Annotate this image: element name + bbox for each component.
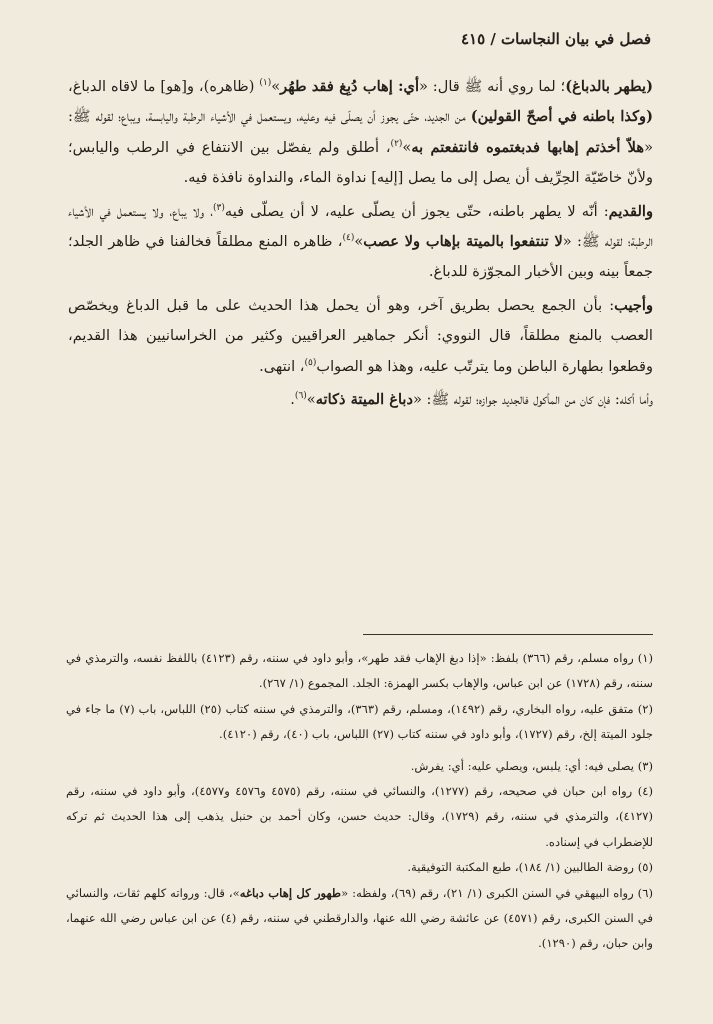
text: وأما أكله: فإن كان من المأكول فالجديد جوازه؛ لقوله ﷺ: «: [412, 391, 653, 409]
paragraph-1: [68, 72, 653, 194]
footnote-ref-5[interactable]: (٥): [304, 357, 317, 368]
main-text: [68, 72, 653, 415]
footnote-ref-4[interactable]: (٤): [342, 233, 355, 244]
running-header: فصل في بيان النجاسات / ٤١٥: [460, 30, 651, 48]
text: من الجديد، حتّى يجوز أن يصلّى فيه وعليه، ويستعمل في الأشياء الرطبة واليابسة، ويباع؛ لقوله ﷺ: «: [68, 108, 653, 156]
footnote-1: (١) رواه مسلم، رقم (٣٦٦) بلفظ: «إذا دبغ الإهاب فقد طهر»، وأبو داود في سننه، رقم (٤١٢٣) باللفظ نفسه، والترمذي في سننه، رقم (١٧٢٨) عن ابن عباس، والإهاب بكسر الهمزة: الجلد. المجموع (١/ ٢٦٧).: [66, 651, 653, 691]
footnote-4: (٤) رواه ابن حبان في صحيحه، رقم (١٢٧٧)، والنسائي في سننه، رقم (٤٥٧٥ و٤٥٧٦ و٤٥٧٧)، وأبو داود في سننه، رقم (٤١٢٧)، والترمذي في سننه، رقم (١٧٢٩)، وقال: حديث حسن، وكان أحمد بن حنبل يذهب إلى هذا الحديث ثم تركه للإضطراب في إسناده.: [66, 784, 653, 849]
footnote-2: (٢) متفق عليه، رواه البخاري، رقم (١٤٩٢)، ومسلم، رقم (٣٦٣)، والترمذي في سننه كتاب (٢٥) اللباس، باب (٧) ما جاء في جلود الميتة إلخ، رقم (١٧٢٧)، وأبو داود في سننه كتاب (٢٧) اللباس، باب (٤٠)، رقم (٤١٢٠).: [66, 701, 653, 742]
text: : بأن الجمع يحصل بطريق آخر، وهو أن يحمل هذا الحديث على ما قبل الدباغ ويخصّص العصب بالمنع مطلقاً، قال النووي: أنكر جماهير العراقيين وكثير من الخراسانيين هذا القديم، وقطعوا بطهارة الباطن وما يترتّب عليه، وهذا هو الصواب: [68, 296, 653, 375]
paragraph-3: [68, 291, 653, 382]
text: ، أطلق ولم يفصّل بين الانتفاع في الرطب واليابس؛ ولأنّ خاصّيّة الحِرِّيف أن يصل إلى ما يصل [إليه] نداوة الماء، والنداوة نافذة فيه.: [68, 138, 653, 187]
term-tatahhur: (يطهر بالدباغ): [565, 78, 653, 95]
footnote-divider: [363, 634, 653, 635]
text: »: [271, 78, 281, 95]
text: »، قال: ورواته كلهم ثقات، والنسائي في السنن الكبرى، رقم (٤٥٧١) عن عائشة رضي الله عنها، والدارقطني في سننه، رقم (٤) عن ابن عباس رضي الله عنهما، وابن حبان، رقم (١٢٩٠).: [66, 885, 654, 951]
text: (ظاهره)، و[هو] ما لاقاه الدباغ،: [68, 78, 260, 95]
text: »: [402, 138, 412, 156]
text: ، انتهى.: [259, 357, 305, 375]
paragraph-2: [68, 197, 653, 288]
text: ، ولا يباع، ولا يستعمل في الأشياء الرطبة؛ لقوله ﷺ: «: [68, 202, 653, 251]
hadith-quote: لا تنتفعوا بالميتة بإهاب ولا عصب: [363, 233, 563, 251]
paragraph-4: [68, 385, 653, 415]
hadith-quote: هلاّ أخذتم إهابها فدبغتموه فانتفعتم به: [411, 138, 645, 156]
footnote-6: [66, 881, 653, 957]
hadith-quote: دباغ الميتة ذكاته: [315, 391, 413, 409]
text: ، ظاهره المنع مطلقاً فخالفنا في ظاهر الجلد؛ جمعاً بينه وبين الأخبار المجوّزة للدباغ.: [68, 233, 653, 281]
term-ujib: وأجيب: [614, 296, 653, 314]
footnotes: [66, 646, 653, 957]
text: »: [306, 391, 316, 409]
text: .: [290, 391, 295, 409]
term-qadim: والقديم: [608, 202, 653, 220]
footnote-ref-3[interactable]: (٣): [213, 202, 225, 213]
footnote-ref-2[interactable]: (٢): [390, 138, 403, 149]
footnote-3: (٣) يصلى فيه: أي: يلبس، ويصلي عليه: أي: يفرش.: [410, 758, 653, 773]
text: »: [354, 233, 364, 251]
text: : أنّه لا يطهر باطنه، حتّى يجوز أن يصلّى عليه، لا أن يصلّى فيه: [224, 202, 609, 220]
footnote-5: (٥) روضة الطالبين (١/ ١٨٤)، طبع المكتبة التوفيقية.: [407, 860, 653, 875]
hadith-quote: أي: إهاب دُبِغ فقد طهُر: [280, 78, 419, 95]
footnote-ref-6[interactable]: (٦): [294, 391, 307, 402]
footnote-ref-1[interactable]: (١): [259, 78, 272, 89]
text: (٦) رواه البيهقي في السنن الكبرى (١/ ٢١)، رقم (٦٩)، ولفظه: «: [341, 885, 653, 900]
text: ؛ لما روي أنه ﷺ قال: «: [419, 78, 566, 95]
matn-phrase: (وكذا باطنه في أصحّ القولين): [470, 108, 653, 126]
hadith-quote: طهور كل إهاب دباغه: [239, 885, 342, 900]
